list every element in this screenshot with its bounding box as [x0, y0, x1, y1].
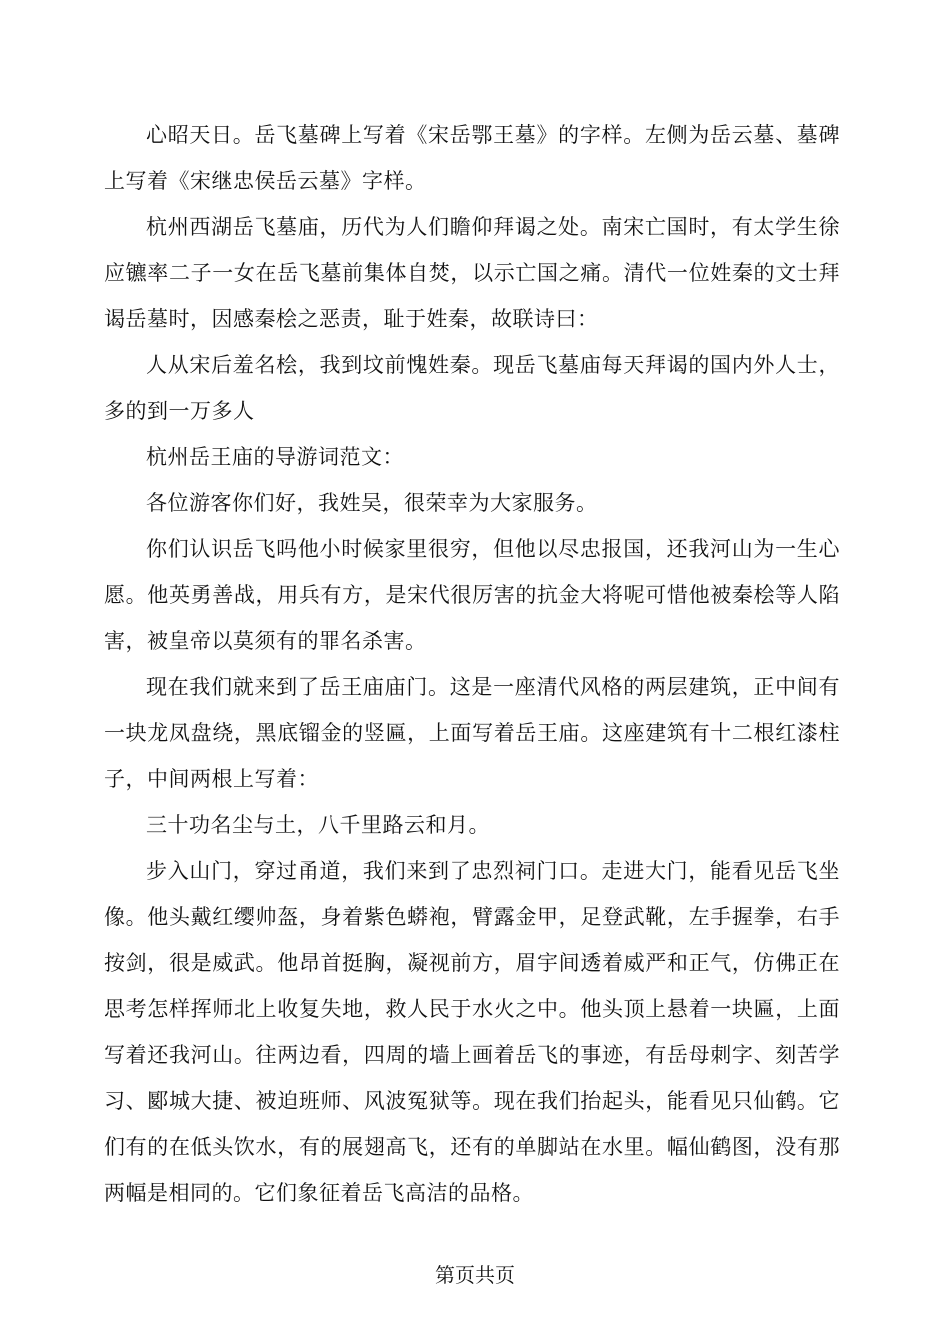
- paragraph: 现在我们就来到了岳王庙庙门。这是一座清代风格的两层建筑，正中间有一块龙凤盘绕，黑底镏金的竖匾，上面写着岳王庙。这座建筑有十二根红漆柱子，中间两根上写着：: [104, 675, 840, 791]
- page-footer: [0, 1260, 950, 1290]
- paragraph: 人从宋后羞名桧，我到坟前愧姓秦。现岳飞墓庙每天拜谒的国内外人士，多的到一万多人: [104, 353, 840, 423]
- paragraph: 各位游客你们好，我姓吴，很荣幸为大家服务。: [146, 491, 598, 515]
- page-number-label: 第页共页: [435, 1263, 515, 1287]
- paragraph: 心昭天日。岳飞墓碑上写着《宋岳鄂王墓》的字样。左侧为岳云墓、墓碑上写着《宋继忠侯岳云墓》字样。: [104, 123, 840, 193]
- paragraph: 步入山门，穿过甬道，我们来到了忠烈祠门口。走进大门，能看见岳飞坐像。他头戴红缨帅盔，身着紫色蟒袍，臂露金甲，足登武靴，左手握拳，右手按剑，很是威武。他昂首挺胸，凝视前方，眉宇间透着威严和正气，仿佛正在思考怎样挥师北上收复失地，救人民于水火之中。他头顶上悬着一块匾，上面写着还我河山。往两边看，四周的墙上画着岳飞的事迹，有岳母刺字、刻苦学习、郾城大捷、被迫班师、风波冤狱等。现在我们抬起头，能看见只仙鹤。它们有的在低头饮水，有的展翅高飞，还有的单脚站在水里。幅仙鹤图，没有那两幅是相同的。它们象征着岳飞高洁的品格。: [104, 859, 840, 1205]
- document-body: [104, 112, 840, 1216]
- paragraph: 杭州西湖岳飞墓庙，历代为人们瞻仰拜谒之处。南宋亡国时，有太学生徐应镳率二子一女在岳飞墓前集体自焚，以示亡国之痛。清代一位姓秦的文士拜谒岳墓时，因感秦桧之恶责，耻于姓秦，故联诗曰：: [104, 215, 840, 331]
- paragraph: 三十功名尘与土，八千里路云和月。: [146, 813, 490, 837]
- paragraph: 你们认识岳飞吗他小时候家里很穷，但他以尽忠报国，还我河山为一生心愿。他英勇善战，用兵有方，是宋代很厉害的抗金大将呢可惜他被秦桧等人陷害，被皇帝以莫须有的罪名杀害。: [104, 537, 840, 653]
- paragraph: 杭州岳王庙的导游词范文：: [146, 445, 404, 469]
